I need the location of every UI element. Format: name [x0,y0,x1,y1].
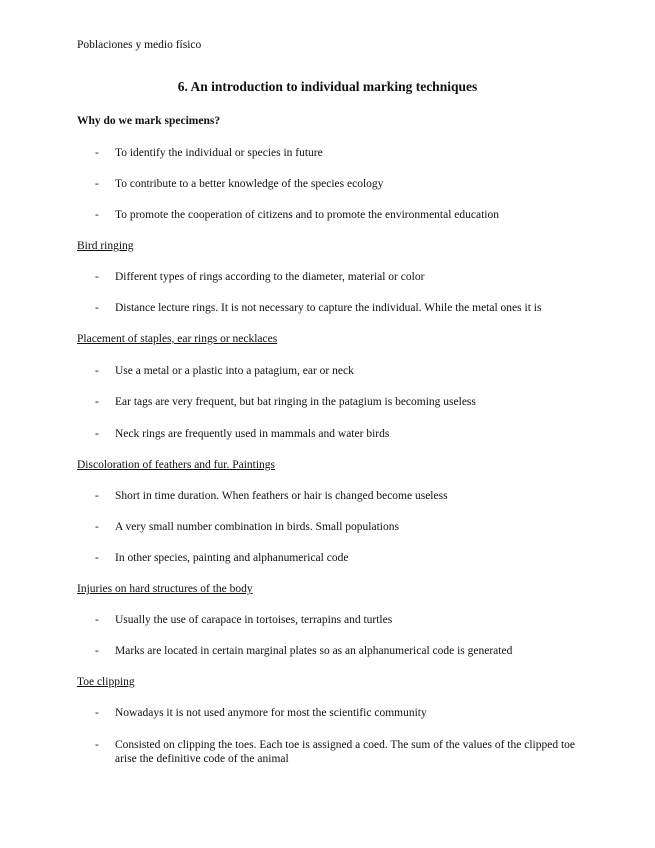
list-item: Nowadays it is not used anymore for most the scientific community [115,707,427,719]
list-item: Consisted on clipping the toes. Each toe is assigned a coed. The sum of the values of the clipped toe arise the definitive code of the animal [115,739,575,765]
section-heading: Injuries on hard structures of the body [77,583,253,595]
bullet-dash: - [95,271,99,283]
list-item: To contribute to a better knowledge of the species ecology [115,178,384,190]
bullet-dash: - [95,521,99,533]
bullet-dash: - [95,178,99,190]
bullet-dash: - [95,396,99,408]
list-item: Usually the use of carapace in tortoises, terrapins and turtles [115,614,393,626]
bullet-dash: - [95,707,99,719]
bullet-dash: - [95,302,99,314]
bullet-dash: - [95,147,99,159]
bullet-dash: - [95,645,99,657]
section-heading: Discoloration of feathers and fur. Paintings [77,459,276,471]
bullet-dash: - [95,428,99,440]
why-heading: Why do we mark specimens? [77,115,221,127]
list-item: Marks are located in certain marginal plates so as an alphanumerical code is generated [115,645,513,657]
document-title: 6. An introduction to individual marking techniques [177,79,478,94]
section-heading: Toe clipping [77,676,135,688]
list-item: To identify the individual or species in future [115,147,323,159]
list-item: Use a metal or a plastic into a patagium, ear or neck [115,365,354,377]
bullet-dash: - [95,614,99,626]
bullet-dash: - [95,209,99,221]
list-item: To promote the cooperation of citizens and to promote the environmental education [115,209,500,221]
list-item: Short in time duration. When feathers or hair is changed become useless [115,490,448,502]
bullet-dash: - [95,365,99,377]
section-heading: Bird ringing [77,240,134,252]
bullet-dash: - [95,739,99,751]
bullet-dash: - [95,552,99,564]
list-item: Different types of rings according to the diameter, material or color [115,271,425,283]
section-heading: Placement of staples, ear rings or necklaces [77,333,278,345]
bullet-dash: - [95,490,99,502]
list-item: Distance lecture rings. It is not necessary to capture the individual. While the metal ones it is [115,302,542,314]
list-item: A very small number combination in birds. Small populations [115,521,399,533]
list-item: In other species, painting and alphanumerical code [115,552,349,564]
list-item: Neck rings are frequently used in mammals and water birds [115,428,390,440]
page-header: Poblaciones y medio físico [77,39,202,51]
list-item: Ear tags are very frequent, but bat ringing in the patagium is becoming useless [115,396,476,408]
